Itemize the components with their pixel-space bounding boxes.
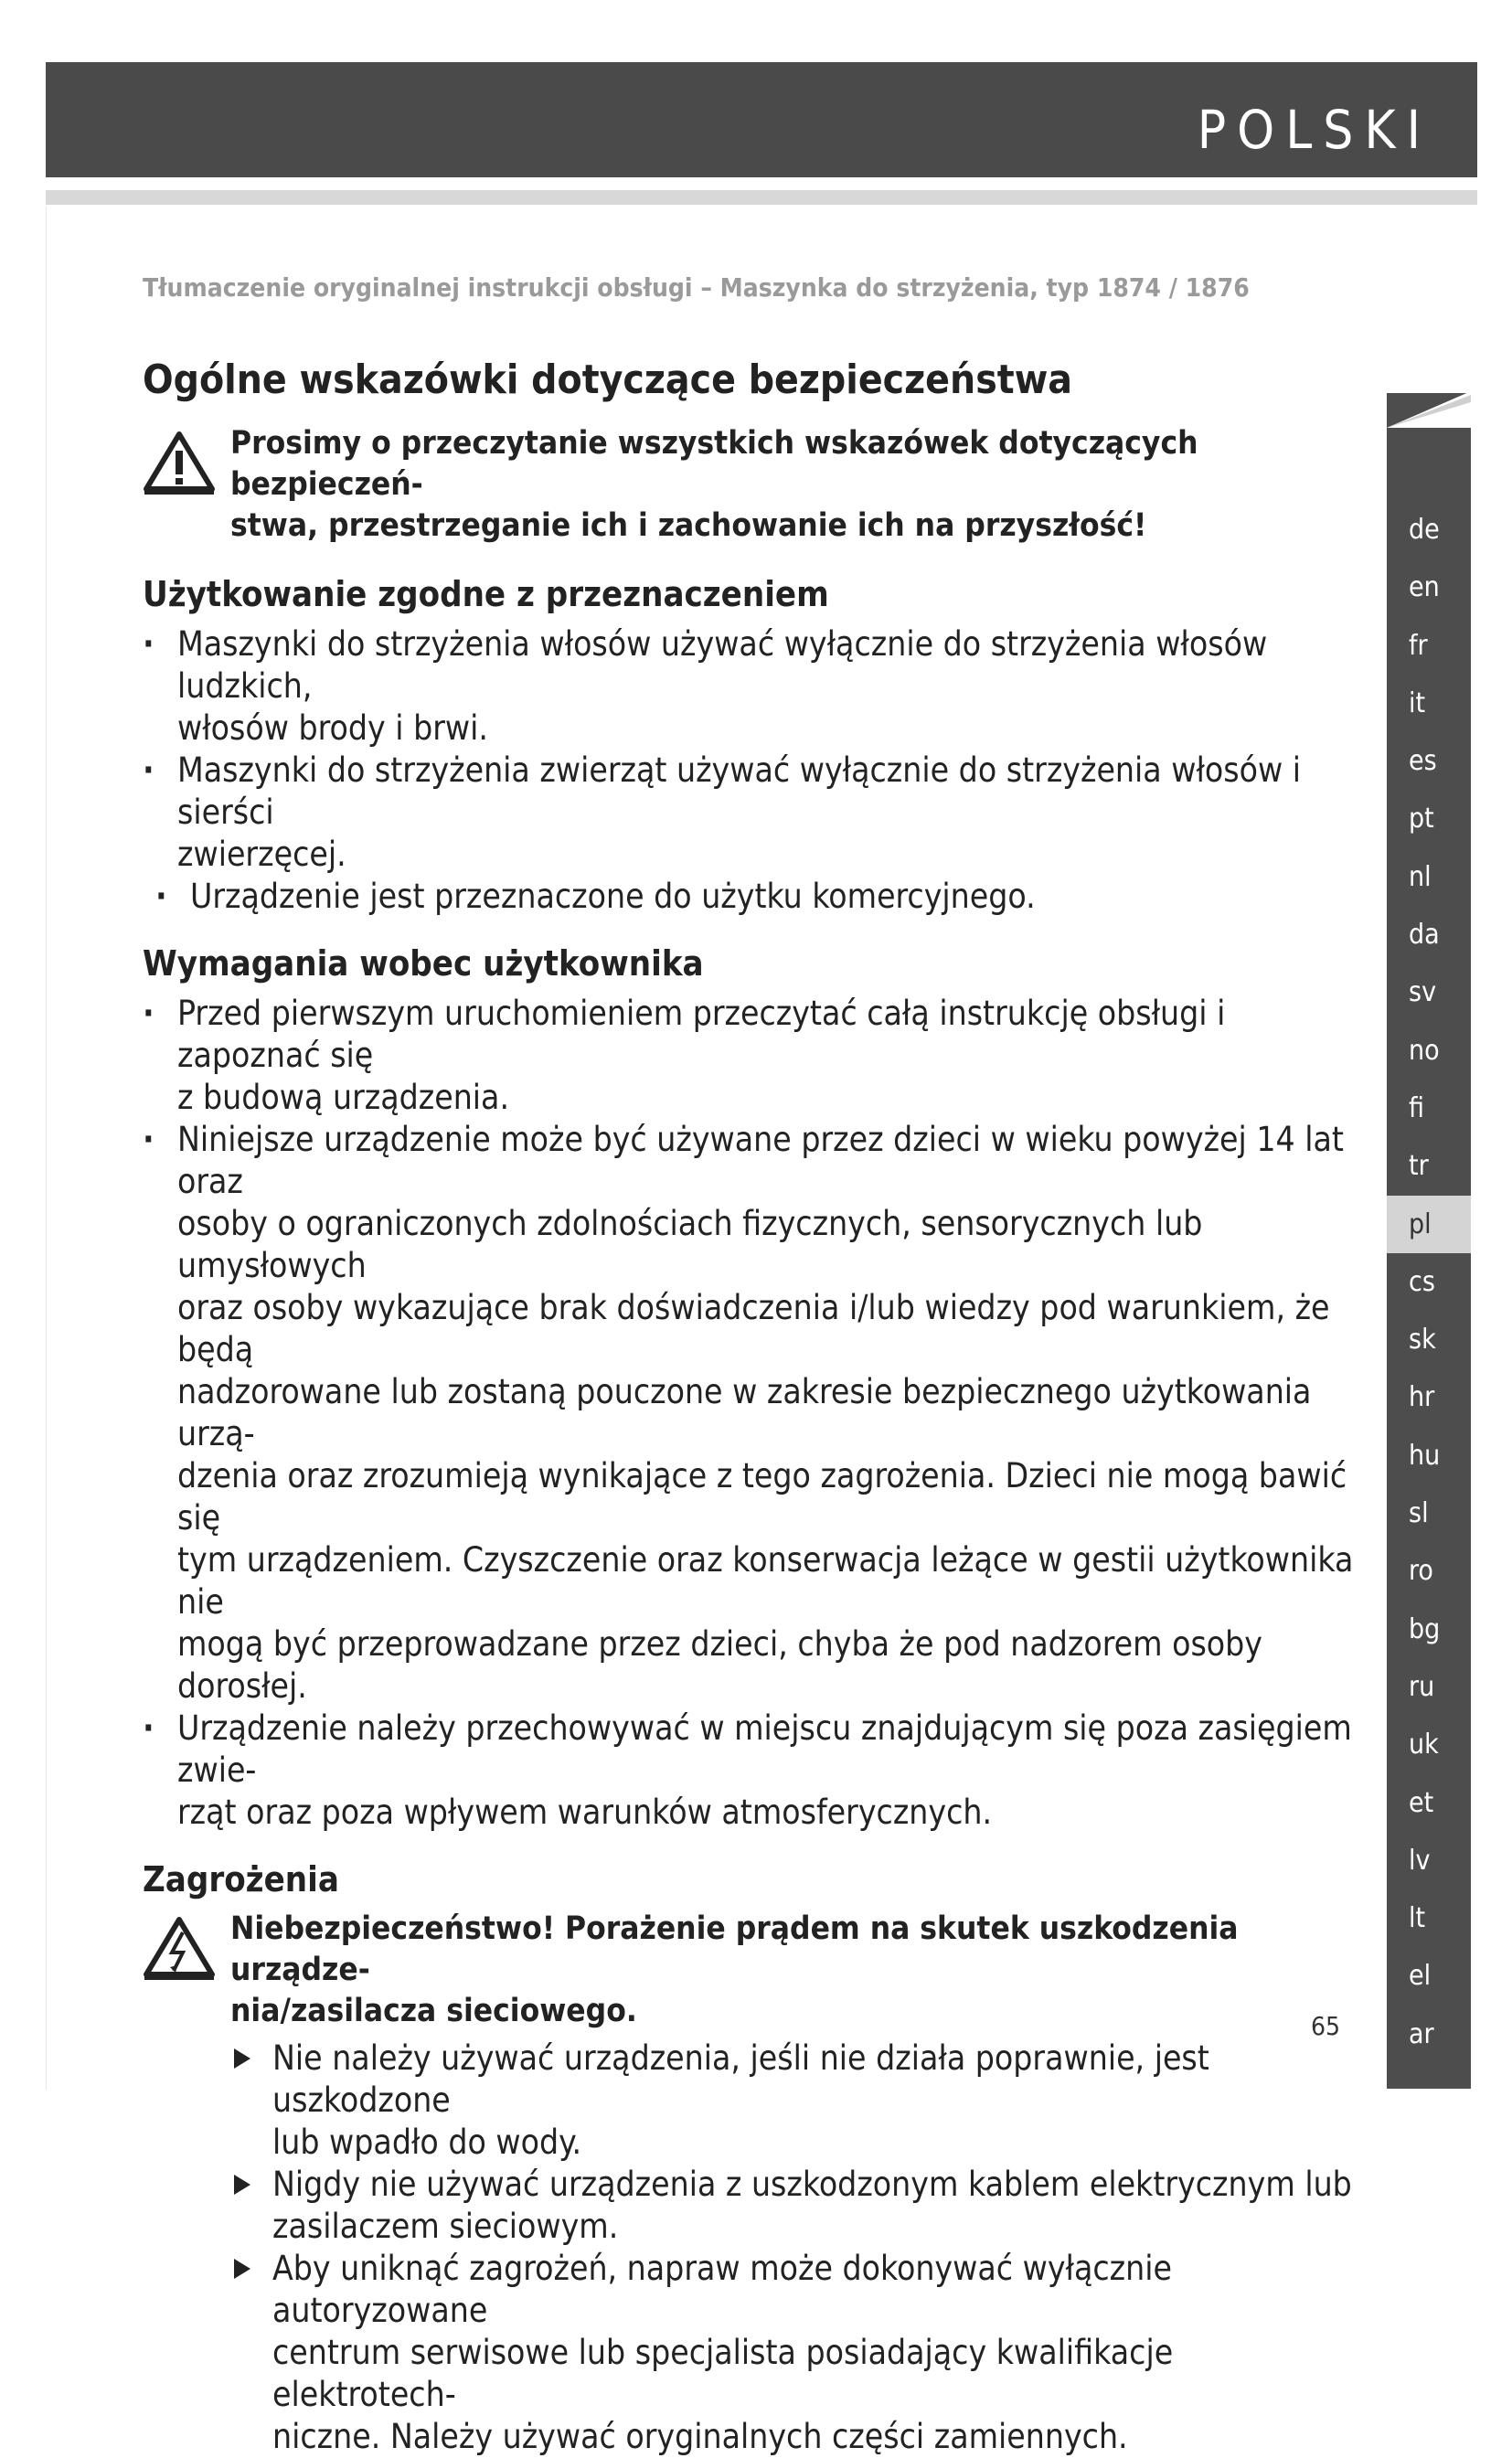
text-line: · Przed pierwszym uruchomieniem przeczytać całą instrukcję obsługi i zapoznać się xyxy=(177,994,1226,1075)
language-tab-hu[interactable]: hu xyxy=(1409,1439,1441,1472)
list-item xyxy=(143,993,1358,1119)
text-line: tym urządzeniem. Czyszczenie oraz konserwacja leżące w gestii użytkownika nie xyxy=(177,1540,1354,1622)
text-line: Nigdy nie używać urządzenia z uszkodzonym kablem elektrycznym lub xyxy=(272,2165,1352,2204)
language-tab-nl[interactable]: nl xyxy=(1409,860,1432,893)
language-tab-ar[interactable]: ar xyxy=(1409,2017,1434,2050)
warning-line: stwa, przestrzeganie ich i zachowanie ich na przyszłość! xyxy=(230,507,1147,544)
text-line: zwierzęcej. xyxy=(177,835,346,874)
text-line: · Maszynki do strzyżenia włosów używać wyłącznie do strzyżenia włosów ludzkich, xyxy=(177,624,1268,706)
language-tab-fi[interactable]: fi xyxy=(1409,1091,1425,1124)
list-item xyxy=(143,1119,1358,1708)
general-warning-text xyxy=(230,423,1358,547)
electric-danger-warning xyxy=(143,1909,1358,2458)
text-line: rząt oraz poza wpływem warunków atmosferycznych. xyxy=(177,1793,993,1832)
hazards-heading: Zagrożenia xyxy=(143,1859,339,1899)
header-rule xyxy=(46,190,1477,205)
language-tab-et[interactable]: et xyxy=(1409,1786,1434,1819)
language-tab-de[interactable]: de xyxy=(1409,514,1440,546)
text-line: dzenia oraz zrozumieją wynikające z tego zagrożenia. Dzieci nie mogą bawić się xyxy=(177,1456,1347,1538)
language-tab-hr[interactable]: hr xyxy=(1409,1381,1435,1414)
language-tab-bg[interactable]: bg xyxy=(1409,1612,1441,1645)
language-tab-cs[interactable]: cs xyxy=(1409,1265,1435,1298)
language-tab-lt[interactable]: lt xyxy=(1409,1902,1426,1935)
language-tab-uk[interactable]: uk xyxy=(1409,1729,1439,1761)
list-item xyxy=(143,1708,1358,1834)
language-tab-es[interactable]: es xyxy=(1409,745,1437,778)
list-item xyxy=(230,2248,1358,2458)
requirements-list xyxy=(143,993,1358,1834)
language-tab-sl[interactable]: sl xyxy=(1409,1497,1429,1530)
language-tab-sk[interactable]: sk xyxy=(1409,1324,1436,1357)
hazard-actions-list xyxy=(230,2038,1358,2458)
text-line: · Urządzenie należy przechowywać w miejscu znajdującym się poza zasięgiem zwie- xyxy=(177,1708,1352,1790)
arrow-right-icon xyxy=(234,2259,250,2279)
list-item xyxy=(230,2038,1358,2164)
electric-shock-icon xyxy=(143,1916,216,1980)
header-title: POLSKI xyxy=(1197,99,1432,161)
language-tab-lv[interactable]: lv xyxy=(1409,1844,1431,1877)
language-tab-da[interactable]: da xyxy=(1409,919,1440,952)
document-subtitle: Tłumaczenie oryginalnej instrukcji obsługi – Maszynka do strzyżenia, typ 1874 / 1876 xyxy=(143,272,1250,303)
danger-line: nia/zasilacza sieciowego. xyxy=(230,1993,637,2029)
danger-line: Niebezpieczeństwo! Porażenie prądem na skutek uszkodzenia urządze- xyxy=(230,1910,1239,1988)
language-tab-ru[interactable]: ru xyxy=(1409,1670,1435,1703)
text-line: · Niniejsze urządzenie może być używane przez dzieci w wieku powyżej 14 lat oraz xyxy=(177,1120,1344,1201)
text-line: nadzorowane lub zostaną pouczone w zakresie bezpiecznego użytkowania urzą- xyxy=(177,1372,1312,1453)
language-tab-pl[interactable]: pl xyxy=(1387,1196,1471,1253)
text-line: lub wpadło do wody. xyxy=(272,2123,582,2162)
main-content xyxy=(143,356,1358,2458)
warning-line: Prosimy o przeczytanie wszystkich wskazówek dotyczących bezpieczeń- xyxy=(230,425,1198,503)
general-warning xyxy=(143,423,1358,547)
text-line: zasilaczem sieciowym. xyxy=(272,2207,619,2246)
usage-list xyxy=(143,623,1358,918)
text-line: centrum serwisowe lub specjalista posiadający kwalifikacje elektrotech- xyxy=(272,2333,1174,2414)
text-line: włosów brody i brwi. xyxy=(177,708,488,748)
language-tab-sv[interactable]: sv xyxy=(1409,976,1437,1009)
text-line: · Urządzenie jest przeznaczone do użytku komercyjnego. xyxy=(190,877,1036,916)
text-line: Aby uniknąć zagrożeń, napraw może dokonywać wyłącznie autoryzowane xyxy=(272,2249,1172,2330)
text-line: z budową urządzenia. xyxy=(177,1078,510,1117)
text-line: Nie należy używać urządzenia, jeśli nie działa poprawnie, jest uszkodzone xyxy=(272,2038,1209,2120)
text-line: oraz osoby wykazujące brak doświadczenia i/lub wiedzy pod warunkiem, że będą xyxy=(177,1288,1330,1369)
language-tab-en[interactable]: en xyxy=(1409,571,1440,604)
usage-heading: Użytkowanie zgodne z przeznaczeniem xyxy=(143,574,829,614)
left-margin-line xyxy=(46,207,47,2090)
requirements-heading: Wymagania wobec użytkownika xyxy=(143,943,704,984)
list-item xyxy=(230,2164,1358,2248)
language-tab-pt[interactable]: pt xyxy=(1409,803,1434,835)
language-tab-it[interactable]: it xyxy=(1409,686,1426,719)
header-bar xyxy=(46,62,1477,177)
list-item xyxy=(143,623,1358,750)
language-tab-tr[interactable]: tr xyxy=(1409,1150,1429,1183)
text-line: mogą być przeprowadzane przez dzieci, chyba że pod nadzorem osoby dorosłej. xyxy=(177,1624,1262,1706)
arrow-right-icon xyxy=(234,2175,250,2195)
list-item xyxy=(143,876,1358,918)
text-line: niczne. Należy używać oryginalnych części zamiennych. xyxy=(272,2417,1128,2456)
language-tab-ro[interactable]: ro xyxy=(1409,1555,1433,1588)
arrow-right-icon xyxy=(234,2048,250,2069)
language-list xyxy=(1387,501,1471,2063)
page-number: 65 xyxy=(1311,2011,1341,2041)
section-title: Ogólne wskazówki dotyczące bezpieczeństwa xyxy=(143,356,1072,403)
list-item xyxy=(143,750,1358,876)
text-line: · Maszynki do strzyżenia zwierząt używać wyłącznie do strzyżenia włosów i sierści xyxy=(177,750,1302,832)
warning-triangle-icon xyxy=(143,431,216,495)
language-tab-fr[interactable]: fr xyxy=(1409,629,1428,662)
sidebar-cap xyxy=(1387,391,1471,428)
danger-text xyxy=(230,1909,1358,2032)
language-tab-no[interactable]: no xyxy=(1409,1034,1440,1067)
language-tab-el[interactable]: el xyxy=(1409,1960,1432,1993)
text-line: osoby o ograniczonych zdolnościach fizycznych, sensorycznych lub umysłowych xyxy=(177,1204,1203,1285)
